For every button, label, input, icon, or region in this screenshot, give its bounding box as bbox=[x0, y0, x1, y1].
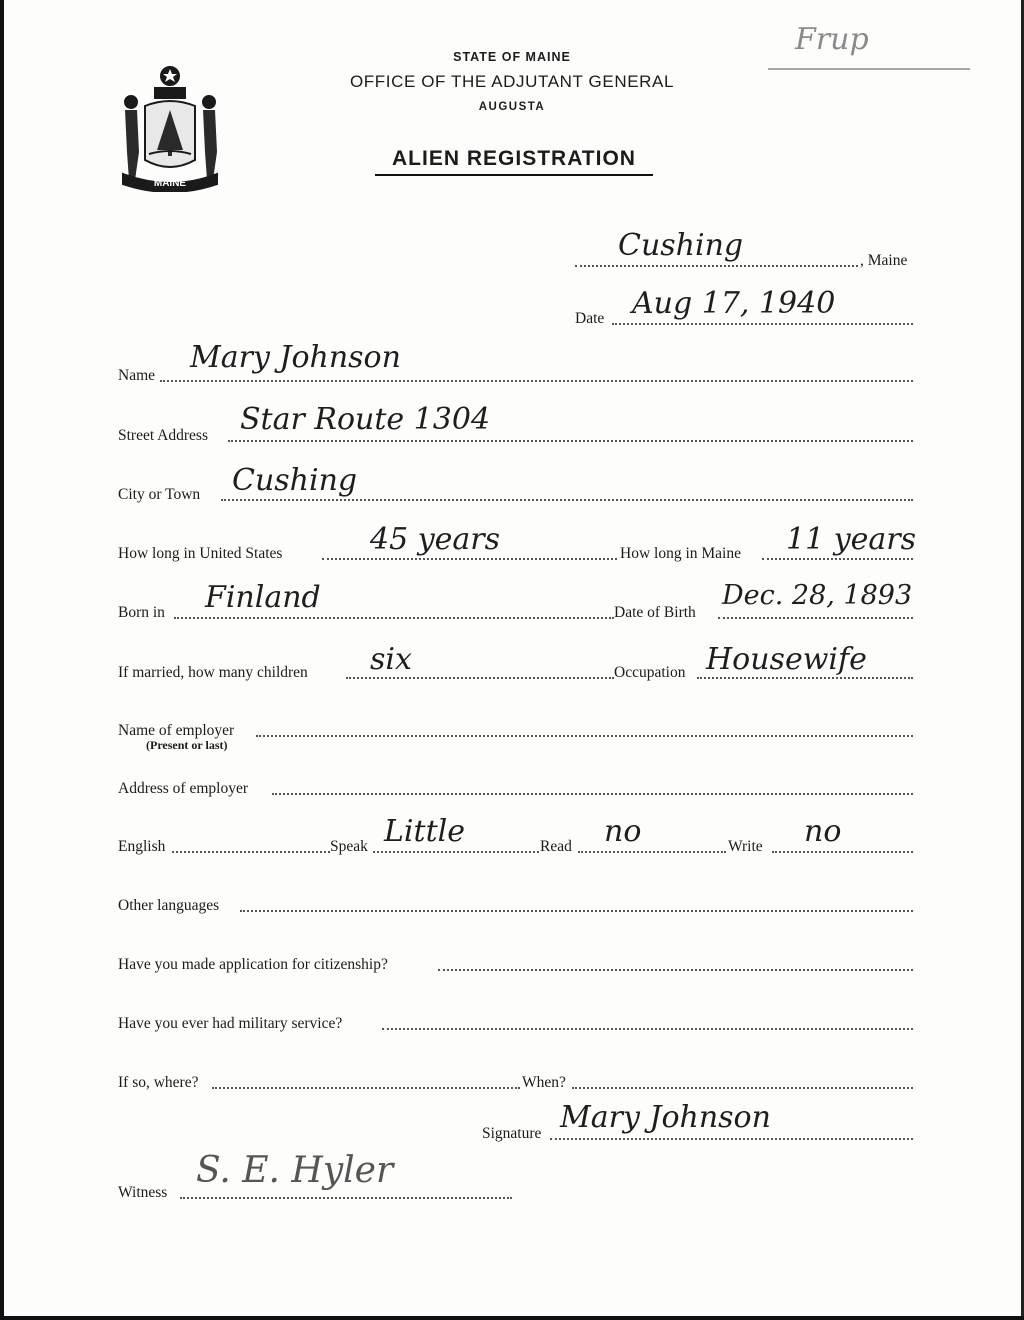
name-label: Name bbox=[118, 367, 156, 384]
born-in-label: Born in bbox=[118, 604, 165, 621]
date-of-birth-label: Date of Birth bbox=[614, 604, 696, 621]
write-label: Write bbox=[728, 838, 763, 855]
corner-note: Frup bbox=[795, 22, 869, 57]
english-label: English bbox=[118, 838, 166, 855]
occupation-label: Occupation bbox=[614, 664, 686, 681]
city-label: City or Town bbox=[118, 486, 201, 503]
read-label: Read bbox=[540, 838, 572, 855]
military-label: Have you ever had military service? bbox=[118, 1015, 343, 1032]
header-city: AUGUSTA bbox=[478, 101, 546, 113]
scan-border-bottom bbox=[0, 1316, 1024, 1320]
read-line bbox=[578, 851, 726, 853]
read-value[interactable]: no bbox=[604, 814, 642, 849]
form-title: ALIEN REGISTRATION bbox=[375, 147, 653, 176]
witness-value[interactable]: S. E. Hyler bbox=[196, 1150, 394, 1191]
corner-underline bbox=[768, 68, 970, 70]
witness-label: Witness bbox=[118, 1184, 168, 1201]
english-line bbox=[172, 851, 330, 853]
speak-label: Speak bbox=[330, 838, 368, 855]
signature-value[interactable]: Mary Johnson bbox=[560, 1100, 771, 1135]
how-long-maine-value[interactable]: 11 years bbox=[786, 522, 917, 557]
speak-value[interactable]: Little bbox=[384, 814, 465, 849]
scan-border-left bbox=[0, 0, 4, 1320]
how-long-us-line bbox=[322, 558, 617, 560]
occupation-line bbox=[697, 677, 913, 679]
signature-label: Signature bbox=[482, 1125, 542, 1142]
maine-suffix: , Maine bbox=[860, 252, 908, 269]
where-line[interactable] bbox=[212, 1087, 520, 1089]
where-label: If so, where? bbox=[118, 1074, 199, 1091]
military-line[interactable] bbox=[382, 1028, 913, 1030]
children-line bbox=[346, 677, 614, 679]
street-address-value[interactable]: Star Route 1304 bbox=[240, 402, 491, 437]
children-value[interactable]: six bbox=[370, 642, 412, 677]
seal-motto: MAINE bbox=[153, 178, 187, 189]
city-line bbox=[221, 499, 913, 501]
town-value[interactable]: Cushing bbox=[618, 228, 744, 263]
employer-name-line[interactable] bbox=[256, 735, 913, 737]
header-state: STATE OF MAINE bbox=[453, 50, 571, 64]
when-label: When? bbox=[522, 1074, 566, 1091]
how-long-us-value[interactable]: 45 years bbox=[370, 522, 501, 557]
how-long-us-label: How long in United States bbox=[118, 545, 283, 562]
date-value[interactable]: Aug 17, 1940 bbox=[632, 286, 836, 321]
town-line bbox=[575, 265, 858, 267]
date-of-birth-value[interactable]: Dec. 28, 1893 bbox=[722, 580, 913, 611]
name-line bbox=[160, 380, 913, 382]
citizenship-label: Have you made application for citizenship? bbox=[118, 956, 388, 973]
born-in-line bbox=[174, 617, 614, 619]
other-languages-label: Other languages bbox=[118, 897, 220, 914]
write-line bbox=[772, 851, 913, 853]
name-value[interactable]: Mary Johnson bbox=[190, 340, 401, 375]
write-value[interactable]: no bbox=[804, 814, 842, 849]
citizenship-line[interactable] bbox=[438, 969, 913, 971]
city-value[interactable]: Cushing bbox=[232, 463, 358, 498]
street-address-label: Street Address bbox=[118, 427, 208, 444]
employer-address-label: Address of employer bbox=[118, 780, 248, 797]
witness-line bbox=[180, 1197, 512, 1199]
signature-line bbox=[550, 1138, 913, 1140]
header-office: OFFICE OF THE ADJUTANT GENERAL bbox=[349, 72, 675, 91]
how-long-maine-line bbox=[762, 558, 913, 560]
children-label: If married, how many children bbox=[118, 664, 308, 681]
employer-address-line[interactable] bbox=[272, 793, 913, 795]
born-in-value[interactable]: Finland bbox=[205, 580, 321, 615]
other-languages-line[interactable] bbox=[240, 910, 913, 912]
date-label: Date bbox=[575, 310, 605, 327]
how-long-maine-label: How long in Maine bbox=[620, 545, 741, 562]
when-line[interactable] bbox=[572, 1087, 913, 1089]
date-of-birth-line bbox=[718, 617, 913, 619]
employer-name-sublabel: (Present or last) bbox=[146, 738, 228, 752]
speak-line bbox=[373, 851, 539, 853]
street-address-line bbox=[228, 440, 913, 442]
employer-name-label: Name of employer bbox=[118, 722, 235, 739]
occupation-value[interactable]: Housewife bbox=[706, 642, 867, 677]
date-line bbox=[612, 323, 913, 325]
